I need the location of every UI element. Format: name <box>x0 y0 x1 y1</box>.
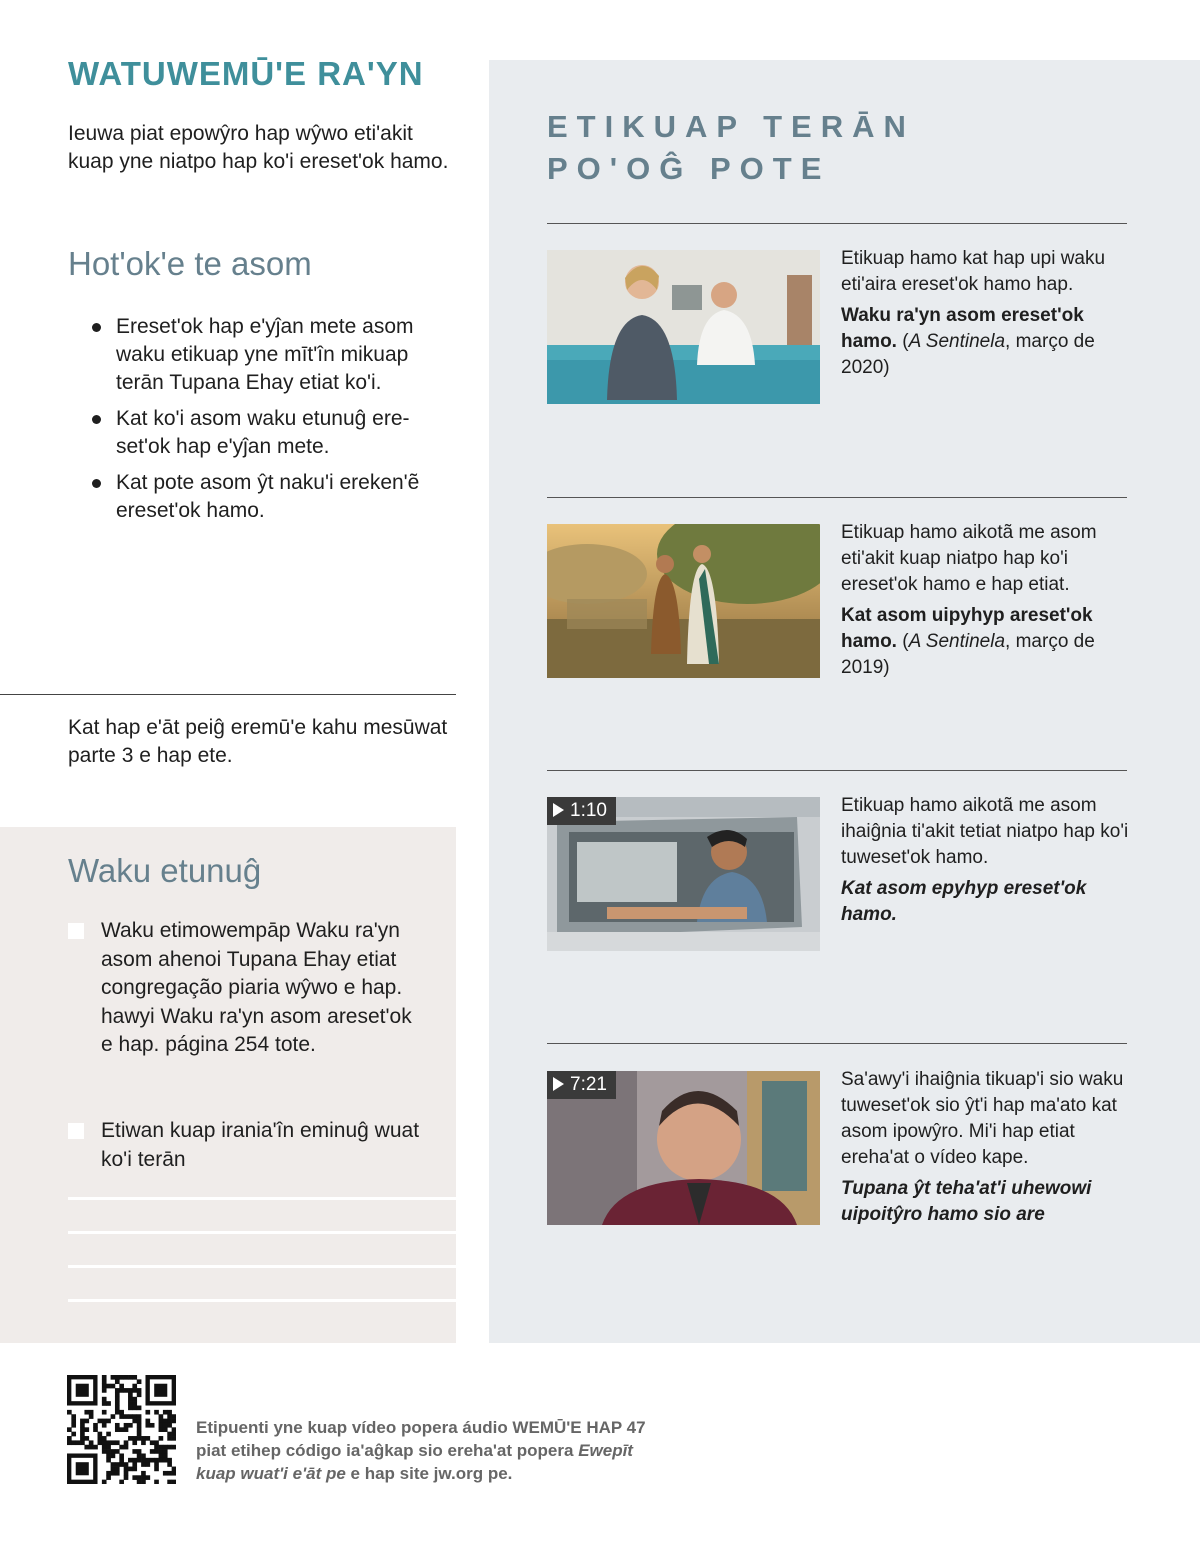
entry-reference[interactable] <box>841 303 1131 381</box>
todo-heading: Waku etunuĝ <box>68 852 262 889</box>
todo-item-text: Waku etimowempāp Waku ra'yn asom ahenoi Tupana Ehay etiat congregação piaria wŷwo e hap. hawyi Waku ra'yn asom areset'ok e hap. página 254 tote. <box>101 919 412 1056</box>
entry-link[interactable]: Kat asom uipyhyp areset'ok hamo. <box>841 605 1093 652</box>
checkbox[interactable] <box>68 1123 84 1139</box>
video-thumbnail[interactable] <box>547 797 820 951</box>
entry-description: Etikuap hamo kat hap upi waku eti'aira ereset'ok hamo hap. <box>841 248 1106 295</box>
todo-section <box>0 827 456 1343</box>
publication-name: A Sentinela <box>908 631 1006 652</box>
page-title: WATUWEMŪ'E RA'YN <box>68 55 424 92</box>
play-icon <box>553 1077 564 1091</box>
panel-title-line: ETIKUAP TERĀN <box>547 109 915 144</box>
video-thumbnail[interactable] <box>547 1071 820 1225</box>
video-duration: 7:21 <box>570 1074 607 1095</box>
video-duration-badge <box>547 797 616 825</box>
list-item <box>90 405 450 461</box>
resource-entry <box>841 1067 1131 1228</box>
entry-link[interactable]: Kat asom epyhyp ereset'ok hamo. <box>841 878 1087 925</box>
entry-link[interactable]: Waku ra'yn asom ereset'ok hamo. <box>841 305 1084 352</box>
entry-link[interactable]: Tupana ŷt teha'at'i uhewowi uipoitŷro hamo sio are <box>841 1178 1092 1225</box>
video-duration: 1:10 <box>570 800 607 821</box>
footer-italic: kuap wuat'i e'āt pe <box>196 1464 346 1483</box>
divider <box>547 223 1127 224</box>
intro-text: Ieuwa piat epowŷro hap wŷwo eti'akit kuap yne niatpo hap ko'i ereset'ok hamo. <box>68 122 449 173</box>
todo-item[interactable] <box>68 917 428 1060</box>
summary-list <box>90 313 450 533</box>
writing-line[interactable] <box>68 1197 456 1200</box>
bullet-icon <box>92 323 101 332</box>
todo-item-text: Etiwan kuap irania'în eminuĝ wuat ko'i terān <box>101 1119 420 1171</box>
footer-line: piat etihep código ia'aĝkap sio ereha'at popera <box>196 1441 574 1460</box>
divider <box>547 1043 1127 1044</box>
publication-name: A Sentinela <box>908 331 1006 352</box>
resource-entry <box>841 246 1131 381</box>
list-item-text: Kat pote asom ŷt naku'i ereken'ẽ ereset'ok hamo. <box>116 471 420 522</box>
entry-description: Sa'awy'i ihaiĝnia tikuap'i sio waku tuweset'ok sio ŷt'i hap ma'ato kat asom ipowŷro. Mi'i hap etiat ereha'at o vídeo kape. <box>841 1069 1124 1168</box>
entry-ref-date: , março de 2020) <box>841 331 1095 378</box>
writing-line[interactable] <box>68 1265 456 1268</box>
divider <box>0 694 456 695</box>
bullet-icon <box>92 415 101 424</box>
footer-italic: Ewepīt <box>578 1441 633 1460</box>
resource-entry <box>841 520 1131 681</box>
list-item <box>90 313 450 397</box>
footer-line: Etipuenti yne kuap vídeo popera áudio WEMŪ'E HAP 47 <box>196 1418 646 1437</box>
writing-line[interactable] <box>68 1231 456 1234</box>
note-text: Kat hap e'āt peiĝ eremū'e kahu mesūwat parte 3 e hap ete. <box>68 716 448 767</box>
painting-image[interactable] <box>547 524 820 678</box>
todo-item[interactable] <box>68 1117 428 1174</box>
list-item <box>90 469 450 525</box>
qr-code[interactable] <box>67 1375 176 1484</box>
writing-line[interactable] <box>68 1299 456 1302</box>
checkbox[interactable] <box>68 923 84 939</box>
footer-line: e hap site jw.org pe. <box>350 1464 513 1483</box>
play-icon <box>553 803 564 817</box>
list-item-text: Kat ko'i asom waku etunuĝ ere-set'ok hap e'yĵan mete. <box>116 407 410 458</box>
panel-title-line: PO'OĜ POTE <box>547 151 831 186</box>
video-duration-badge <box>547 1071 616 1099</box>
summary-heading: Hot'ok'e te asom <box>68 245 312 282</box>
entry-description: Etikuap hamo aikotã me asom eti'akit kuap niatpo hap ko'i ereset'ok hamo e hap etiat. <box>841 522 1097 595</box>
entry-ref-open: ( <box>896 631 909 652</box>
bullet-icon <box>92 479 101 488</box>
panel-title <box>547 106 915 190</box>
entry-ref-date: , março de 2019) <box>841 631 1095 678</box>
entry-ref-open: ( <box>896 331 909 352</box>
list-item-text: Ereset'ok hap e'yĵan mete asom waku etikuap yne mīt'în mikuap terān Tupana Ehay etiat ko'i. <box>116 315 414 394</box>
footer-text <box>196 1416 676 1485</box>
resource-entry <box>841 793 1131 928</box>
entry-description: Etikuap hamo aikotã me asom ihaiĝnia ti'akit tetiat niatpo hap ko'i tuweset'ok hamo. <box>841 795 1129 868</box>
divider <box>547 770 1127 771</box>
divider <box>547 497 1127 498</box>
baptism-pool-image[interactable] <box>547 250 820 404</box>
entry-reference[interactable] <box>841 603 1131 681</box>
